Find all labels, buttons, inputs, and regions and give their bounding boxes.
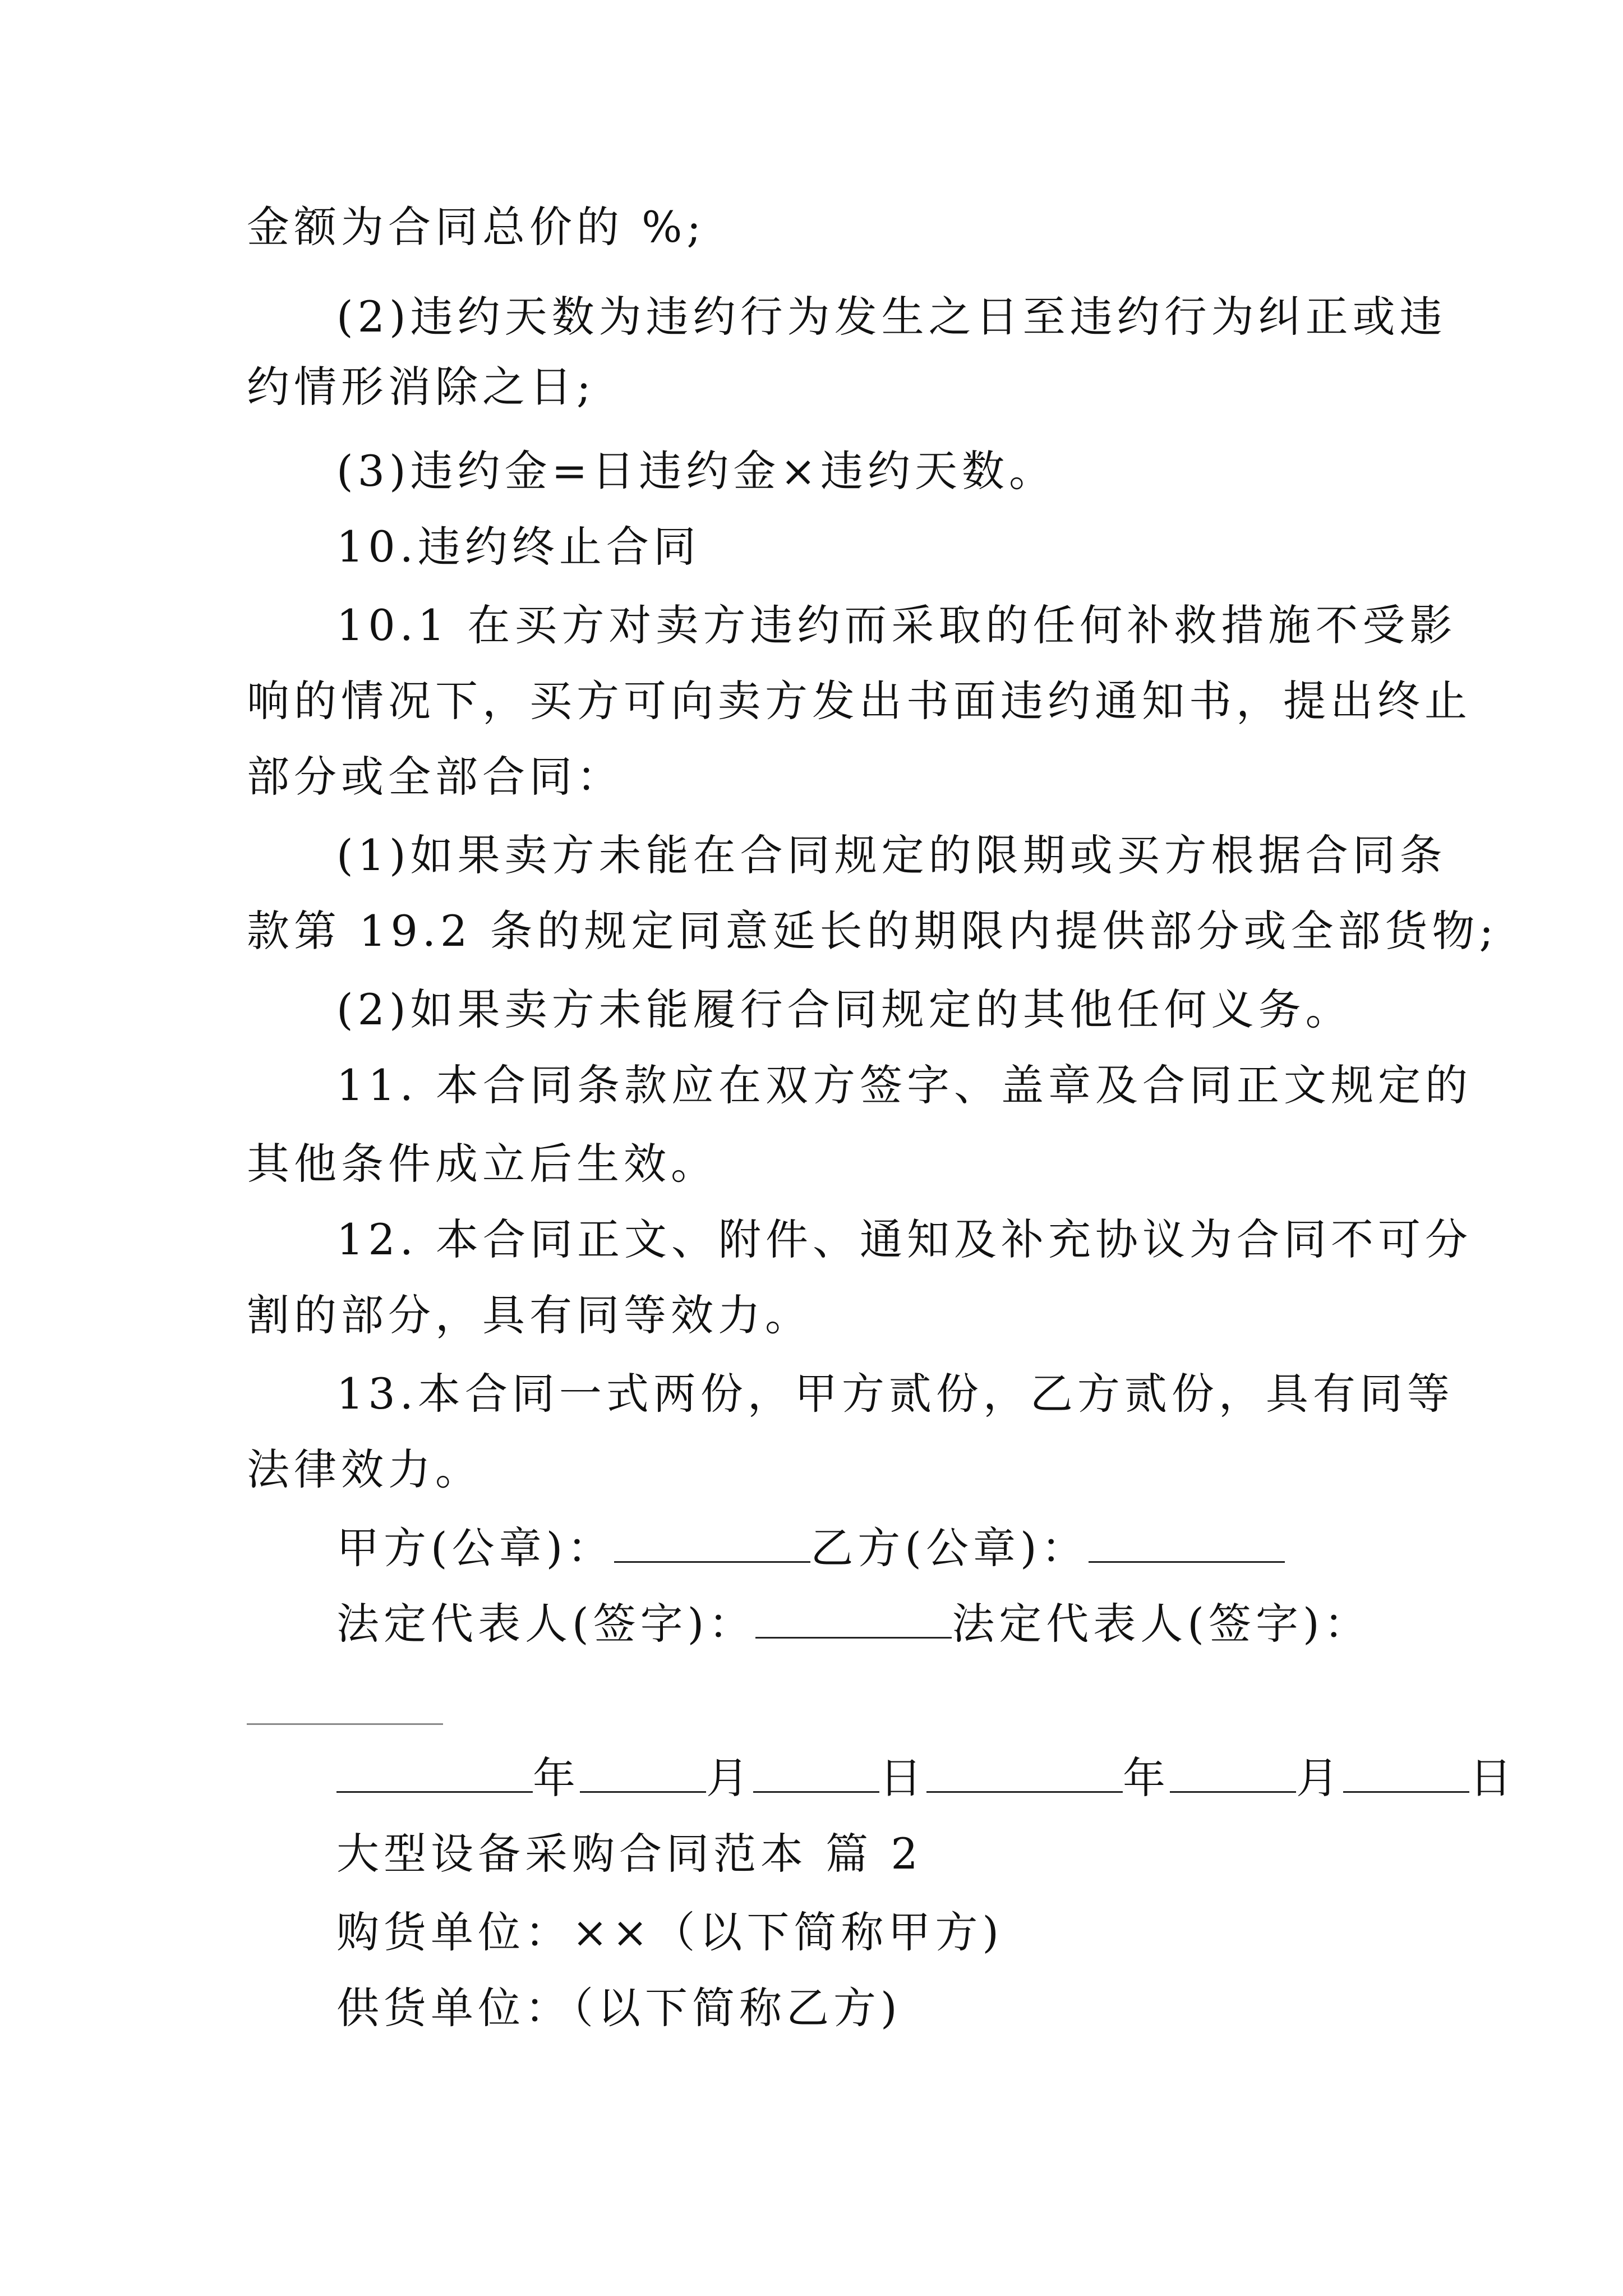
- month-a-blank: [580, 1752, 706, 1793]
- buyer-line: 购货单位：××（以下简称甲方): [336, 1907, 1004, 1957]
- rep-b-label: 法定代表人(签字)：: [952, 1599, 1371, 1649]
- year-b-blank: [926, 1752, 1123, 1793]
- text-line: 13.本合同一式两份，甲方贰份，乙方贰份，具有同等: [336, 1369, 1454, 1419]
- month-b-label: 月: [1296, 1753, 1343, 1803]
- text-line: 10.违约终止合同: [336, 522, 700, 572]
- rep-a-label: 法定代表人(签字)：: [336, 1599, 756, 1649]
- text-line: 其他条件成立后生效。: [247, 1139, 718, 1189]
- seal-line: [336, 1520, 1380, 1576]
- rep-b-blank: [247, 1723, 443, 1725]
- party-b-seal-blank: [1089, 1522, 1285, 1563]
- text-line: 割的部分，具有同等效力。: [247, 1290, 812, 1340]
- year-a-blank: [336, 1752, 533, 1793]
- party-b-seal-label: 乙方(公章)：: [810, 1523, 1089, 1573]
- text-line: 法律效力。: [247, 1444, 482, 1494]
- text-line: 12. 本合同正文、附件、通知及补充协议为合同不可分: [336, 1214, 1473, 1264]
- month-b-blank: [1170, 1752, 1296, 1793]
- party-a-seal-label: 甲方(公章)：: [336, 1523, 615, 1573]
- text-line: (3)违约金=日违约金×违约天数。: [336, 446, 1057, 496]
- date-line: [336, 1750, 1516, 1806]
- text-line: (2)如果卖方未能履行合同规定的其他任何义务。: [336, 984, 1353, 1034]
- day-b-label: 日: [1469, 1753, 1516, 1803]
- month-a-label: 月: [706, 1753, 753, 1803]
- text-line: 响的情况下，买方可向卖方发出书面违约通知书，提出终止: [247, 676, 1472, 726]
- section-title: 大型设备采购合同范本 篇 2: [336, 1829, 923, 1879]
- day-b-blank: [1343, 1752, 1469, 1793]
- text-line: 10.1 在买方对卖方违约而采取的任何补救措施不受影: [336, 600, 1457, 650]
- text-line: 金额为合同总价的 %;: [247, 202, 706, 252]
- day-a-blank: [753, 1752, 879, 1793]
- text-line: (2)违约天数为违约行为发生之日至违约行为纠正或违: [336, 292, 1447, 342]
- supplier-line: 供货单位：（以下简称乙方): [336, 1983, 902, 2033]
- year-b-label: 年: [1123, 1753, 1170, 1803]
- representative-line: [336, 1596, 1380, 1652]
- text-line: 款第 19.2 条的规定同意延长的期限内提供部分或全部货物;: [247, 906, 1498, 956]
- year-a-label: 年: [533, 1753, 580, 1803]
- text-line: 部分或全部合同：: [247, 752, 624, 802]
- text-line: 11. 本合同条款应在双方签字、盖章及合同正文规定的: [336, 1060, 1473, 1110]
- day-a-label: 日: [879, 1753, 926, 1803]
- rep-a-blank: [755, 1598, 952, 1639]
- party-a-seal-blank: [614, 1522, 810, 1563]
- text-line: (1)如果卖方未能在合同规定的限期或买方根据合同条: [336, 830, 1447, 880]
- text-line: 约情形消除之日;: [247, 362, 596, 412]
